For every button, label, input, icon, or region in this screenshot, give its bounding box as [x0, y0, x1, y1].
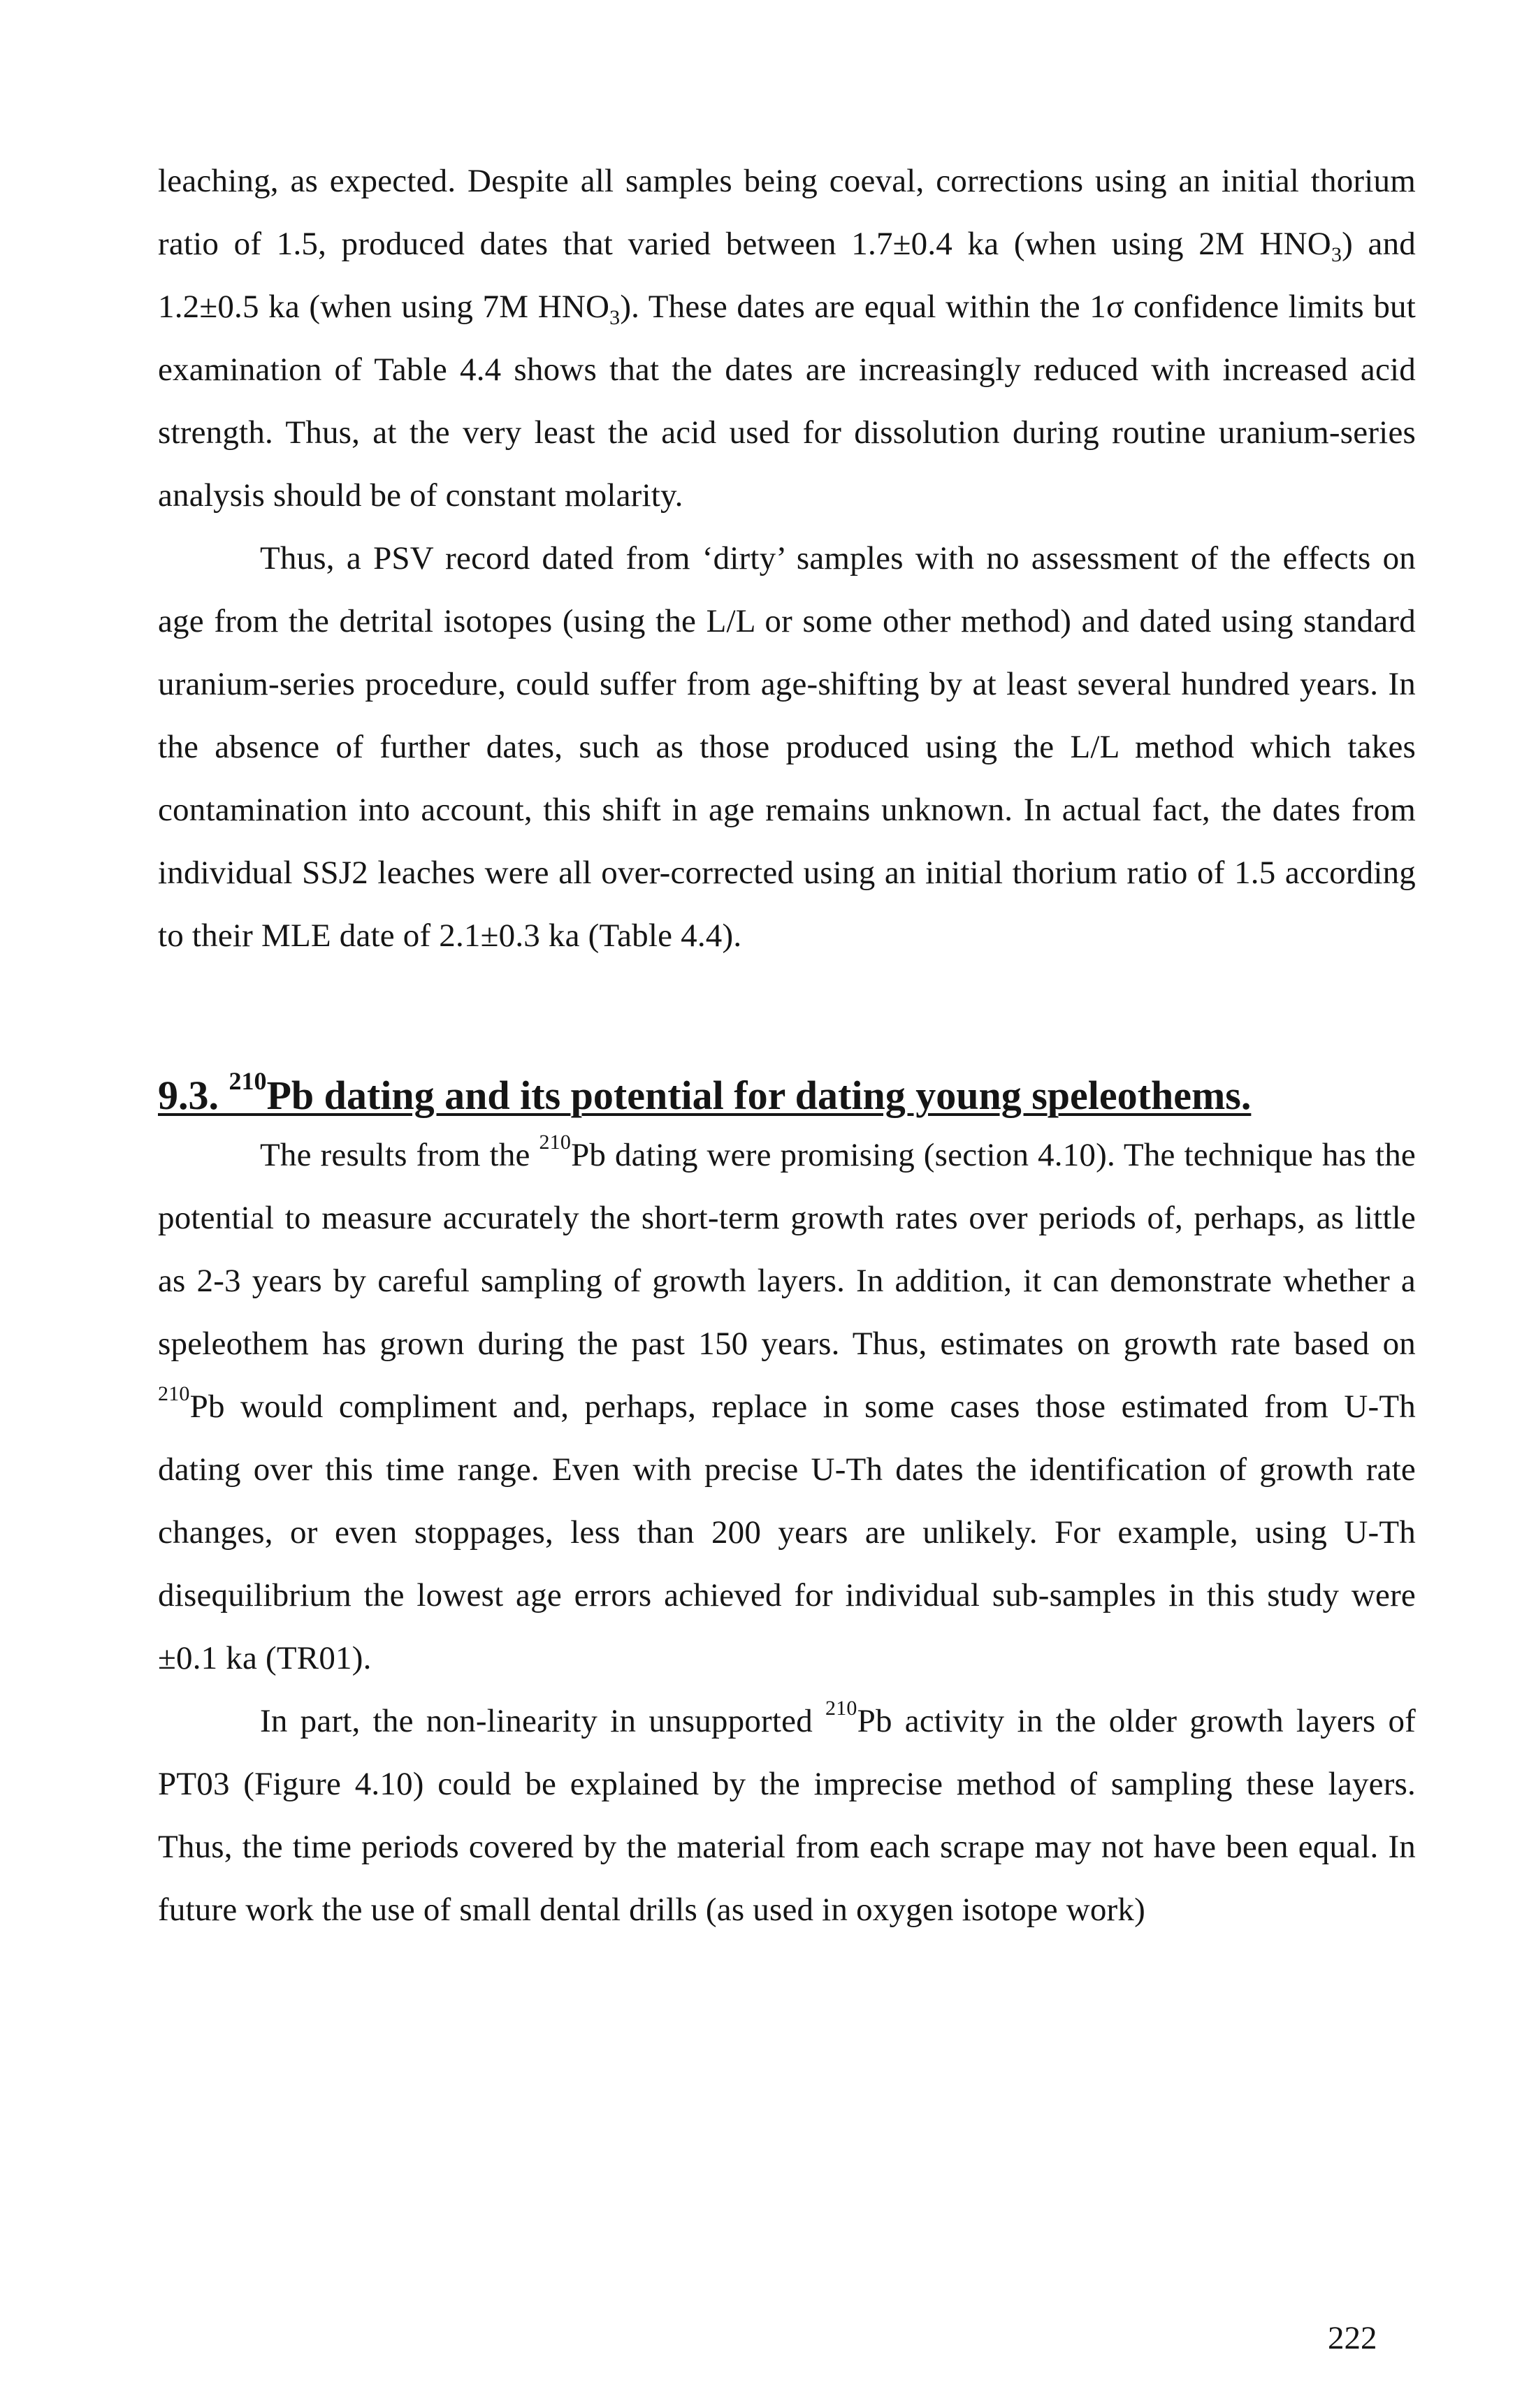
paragraph-non-linearity: [158, 1690, 1416, 1941]
paragraph-text: leaching, as expected. Despite all samples being coeval, corrections using an initial thorium ratio of 1.5, produced dates that varied between 1.7±0.4 ka (when using 2M HNO: [158, 163, 1416, 262]
page-number: 222: [1328, 2320, 1377, 2356]
superscript: 210: [229, 1067, 267, 1095]
paragraph-text: Pb dating were promising (section 4.10). The technique has the potential to measure accurately the short-term growth rates over periods of, perhaps, as little as 2-3 years by careful sampling of growth layers. In addition, it can demonstrate whether a speleothem has grown during the past 150 years. Thus, estimates on growth rate based on: [158, 1137, 1416, 1362]
paragraph-pb-results: [158, 1124, 1416, 1690]
paragraph-text: Pb activity in the older growth layers of PT03 (Figure 4.10) could be explained by the imprecise method of sampling these layers. Thus, the time periods covered by the material from each scrape may not have been equal. In future work the use of small dental drills (as used in oxygen isotope work): [158, 1703, 1416, 1928]
page-body: [158, 150, 1416, 1941]
paragraph-text: Pb would compliment and, perhaps, replace in some cases those estimated from U-Th dating over this time range. Even with precise U-Th dates the identification of growth rate changes, or even stoppages, less than 200 years are unlikely. For example, using U-Th disequilibrium the lowest age errors achieved for individual sub-samples in this study were ±0.1 ka (TR01).: [158, 1388, 1416, 1676]
superscript: 210: [158, 1382, 190, 1405]
paragraph-text: The results from the: [260, 1137, 539, 1173]
subscript: 3: [609, 306, 621, 329]
section-title: Pb dating and its potential for dating young speleothems.: [266, 1073, 1252, 1118]
paragraph-text: ) and 1.2±0.5 ka (when using 7M HNO: [158, 226, 1417, 325]
section-number: 9.3.: [158, 1073, 219, 1118]
paragraph-text: In part, the non-linearity in unsupported: [260, 1703, 826, 1739]
paragraph-text: Thus, a PSV record dated from ‘dirty’ samples with no assessment of the effects on age from the detrital isotopes (using the L/L or some other method) and dated using standard uranium-series procedure, could suffer from age-shifting by at least several hundred years. In the absence of further dates, such as those produced using the L/L method which takes contamination into account, this shift in age remains unknown. In actual fact, the dates from individual SSJ2 leaches were all over-corrected using an initial thorium ratio of 1.5 according to their MLE date of 2.1±0.3 ka (Table 4.4).: [158, 540, 1416, 954]
superscript: 210: [825, 1697, 857, 1720]
paragraph-psv-record: [158, 527, 1416, 967]
superscript: 210: [539, 1131, 572, 1154]
paragraph-text: ). These dates are equal within the 1σ confidence limits but examination of Table 4.4 shows that the dates are increasingly reduced with increased acid strength. Thus, at the very least the acid used for dissolution during routine uranium-series analysis should be of constant molarity.: [158, 289, 1416, 514]
paragraph-acid-strength: [158, 150, 1416, 527]
subscript: 3: [1331, 243, 1342, 266]
section-heading: [158, 1068, 1416, 1124]
